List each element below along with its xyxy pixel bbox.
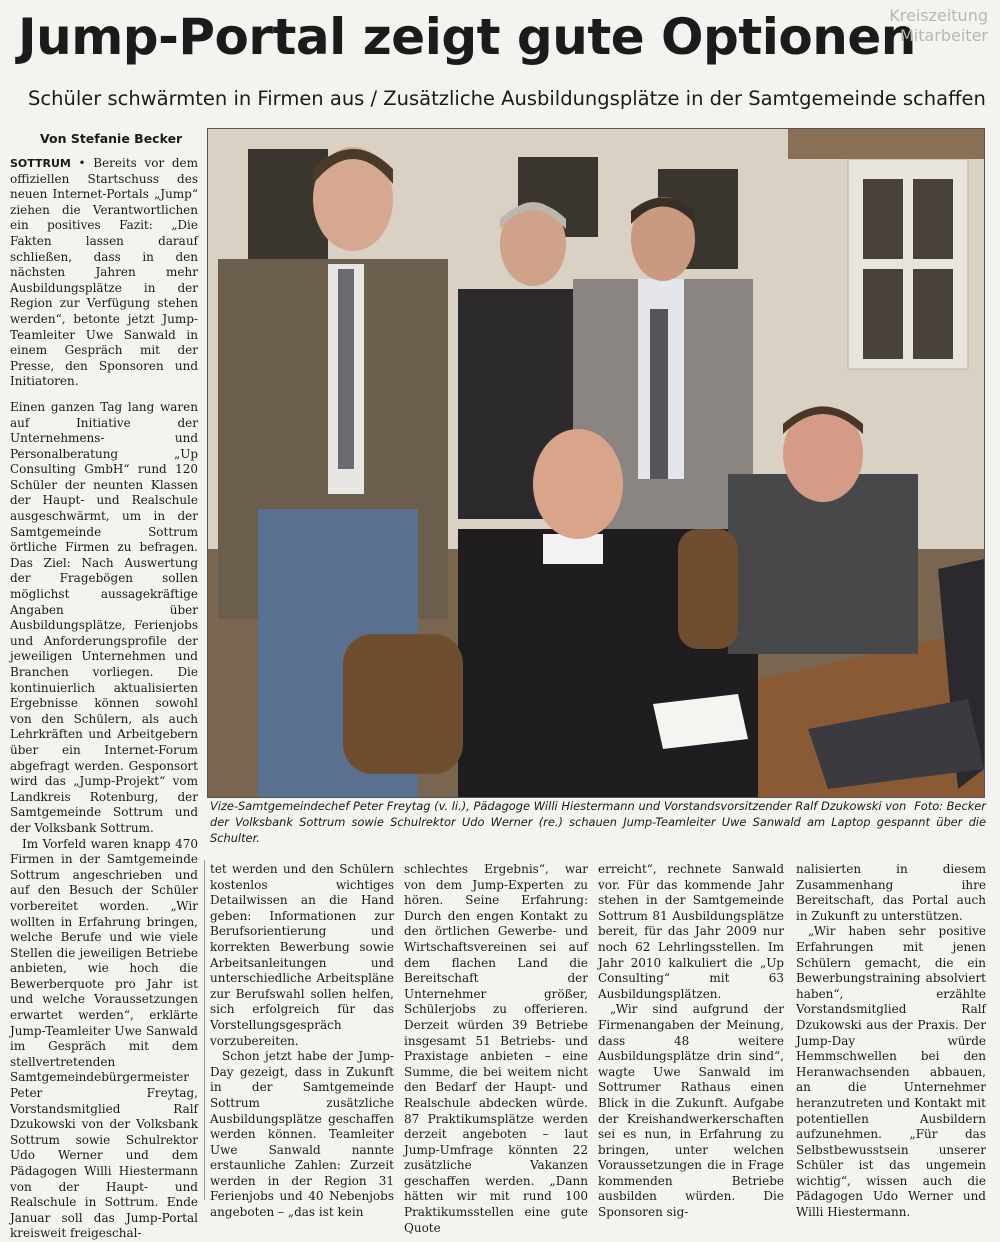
paragraph: „Wir sind aufgrund der Firmenangaben der Meinung, dass 48 weitere Ausbildungsplätze drin sind“, wagte Uwe Sanwald im Sottrumer Rathaus einen Blick in die Zukunft. Aufgabe der Kreishandwerkerschaften sei es nun, in Erfahrung zu bringen, unter welchen Voraussetzungen die in Frage kommenden Betriebe ausbilden würden. Die Sponsoren sig- xyxy=(598,1002,784,1220)
photo-credit: Foto: Becker xyxy=(914,799,986,813)
subheadline: Schüler schwärmten in Firmen aus / Zusätzliche Ausbildungsplätze in der Samtgemeinde schaffen xyxy=(28,87,986,110)
byline: Von Stefanie Becker xyxy=(40,131,183,146)
headline: Jump-Portal zeigt gute Optionen xyxy=(18,8,916,66)
group-photo xyxy=(207,128,985,798)
column-divider xyxy=(204,860,205,1200)
paragraph: Schon jetzt habe der Jump-Day gezeigt, dass in Zukunft in der Samtgemeinde Sottrum zusätzliche Ausbildungsplätze geschaffen werden können. Teamleiter Uwe Sanwald nannte erstaunliche Zahlen: Zurzeit werden in der Region 31 Ferienjobs und 40 Nebenjobs angeboten – „das ist kein xyxy=(210,1049,394,1220)
ghosted-show-through-text: Kreiszeitung Mitarbeiter xyxy=(889,6,988,45)
dateline: SOTTRUM xyxy=(10,157,71,170)
paragraph: tet werden und den Schülern kostenlos wichtiges Detailwissen an die Hand geben: Informationen zur Berufsorientierung und korrekten Bewerbung sowie Arbeitsanleitungen und unterschiedliche Arbeitspläne zur Berufswahl sollen helfen, sich erfolgreich für das Vorstellungsgespräch vorzubereiten. xyxy=(210,862,394,1048)
paragraph: nalisierten in diesem Zusammenhang ihre Bereitschaft, das Portal auch in Zukunft zu unterstützen. xyxy=(796,862,986,923)
paragraph: schlechtes Ergebnis“, war von dem Jump-Experten zu hören. Seine Erfahrung: Durch den engen Kontakt zu den örtlichen Gewerbe- und Wirtschaftsvereinen sei auf dem flachen Land die Bereitschaft der Unternehmer größer, Schülerjobs zu offerieren. Derzeit würden 39 Betriebe insgesamt 51 Betriebs- und Praxistage anbieten – eine Summe, die bei weitem nicht den Bedarf der Haupt- und Realschule abdecken würde. 87 Praktikumsplätze werden derzeit angeboten – laut Jump-Umfrage könnten 22 zusätzliche Vakanzen geschaffen werden. „Dann hätten wir mit rund 100 Praktikumsstellen eine gute Quote xyxy=(404,862,588,1235)
paragraph: Einen ganzen Tag lang waren auf Initiative der Unternehmens- und Personalberatung „Up Consulting GmbH“ rund 120 Schüler der neunten Klassen der Haupt- und Realschule ausgeschwärmt, um in der Samtgemeinde Sottrum örtliche Firmen zu befragen. Das Ziel: Nach Auswertung der Fragebögen sollen möglichst aussagekräftige Angaben über Ausbildungsplätze, Ferienjobs und Anforderungsprofile der jeweiligen Unternehmen und Branchen vorliegen. Die kontinuierlich aktualisierten Ergebnisse können sowohl von den Schülern, als auch Lehrkräften und Arbeitgebern über ein Internet-Forum abgefragt werden. Gesponsort wird das „Jump-Projekt“ vom Landkreis Rotenburg, der Samtgemeinde Sottrum und der Volksbank Sottrum. xyxy=(10,399,198,835)
photo-caption xyxy=(210,798,986,858)
article-column-5 xyxy=(796,862,986,1220)
paragraph: erreicht“, rechnete Sanwald vor. Für das kommende Jahr stehen in der Samtgemeinde Sottrum 81 Ausbildungsplätze bereit, für das Jahr 2009 nur noch 62 Lehrlingsstellen. Im Jahr 2010 kalkuliert die „Up Consulting“ mit 63 Ausbildungsplätzen. xyxy=(598,862,784,1001)
article-column-2 xyxy=(210,862,394,1220)
caption-text: Vize-Samtgemeindechef Peter Freytag (v. li.), Pädagoge Willi Hiestermann und Vorstandsvorsitzender Ralf Dzukowski von der Volksbank Sottrum sowie Schulrektor Udo Werner (re.) schauen Jump-Teamleiter Uwe Sanwald am Laptop gespannt über die Schulter. xyxy=(210,799,986,845)
article-column-4 xyxy=(598,862,784,1220)
paragraph: • Bereits vor dem offiziellen Startschuss des neuen Internet-Portals „Jump“ ziehen die Verantwortlichen ein positives Fazit: „Die Fakten lassen darauf schließen, dass in den nächsten Jahren mehr Ausbildungsplätze in der Region zur Verfügung stehen werden“, betonte jetzt Jump-Teamleiter Uwe Sanwald in einem Gespräch mit der Presse, den Sponsoren und Initiatoren. xyxy=(10,156,198,389)
paragraph: Im Vorfeld waren knapp 470 Firmen in der Samtgemeinde Sottrum angeschrieben und auf den Besuch der Schüler vorbereitet worden. „Wir wollten in Erfahrung bringen, welche Berufe und wie viele Stellen die jeweiligen Betriebe anbieten, wie hoch die Bewerberquote pro Jahr ist und welche Voraussetzungen erwartet werden“, erklärte Jump-Teamleiter Uwe Sanwald im Gespräch mit dem stellvertretenden Samtgemeindebürgermeister Peter Freytag, Vorstandsmitglied Ralf Dzukowski von der Volksbank Sottrum sowie Schulrektor Udo Werner und dem Pädagogen Willi Hiestermann von der Haupt- und Realschule in Sottrum. Ende Januar soll das Jump-Portal kreisweit freigeschal- xyxy=(10,836,198,1241)
article-column-3 xyxy=(404,862,588,1235)
group-photo-illustration xyxy=(208,129,984,797)
paragraph: „Wir haben sehr positive Erfahrungen mit jenen Schülern gemacht, die ein Bewerbungstraining absolviert haben“, erzählte Vorstandsmitglied Ralf Dzukowski aus der Praxis. Der Jump-Day würde Hemmschwellen bei den Heranwachsenden abbauen, an die Unternehmer heranzutreten und Kontakt mit potentiellen Ausbildern aufzunehmen. „Für das Selbstbewusstsein unserer Schüler ist das ungemein wichtig“, wissen auch die Pädagogen Udo Werner und Willi Hiestermann. xyxy=(796,924,986,1220)
article-column-1 xyxy=(10,156,198,1241)
